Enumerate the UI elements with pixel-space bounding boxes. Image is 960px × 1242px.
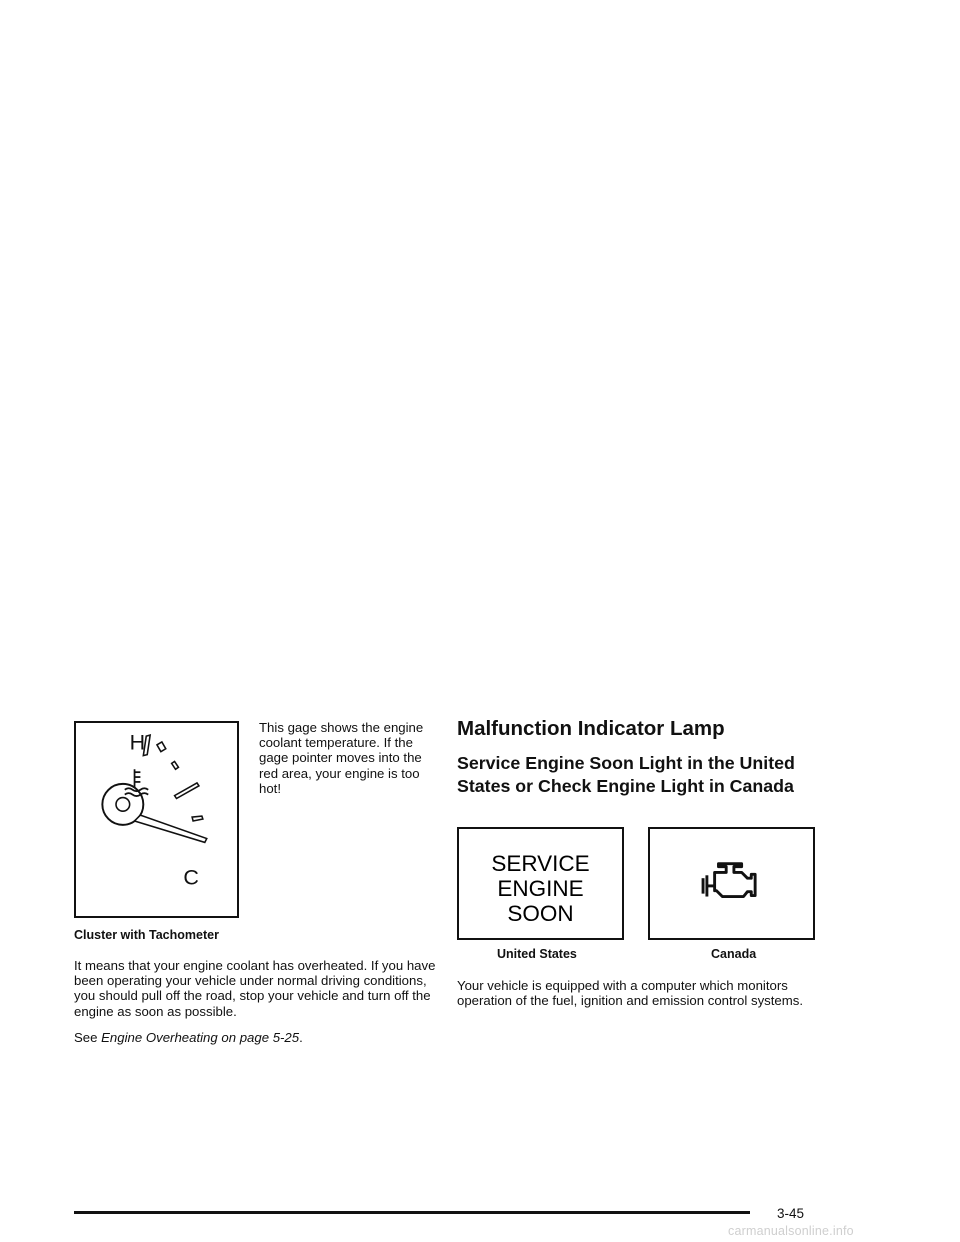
lamp-line: ENGINE bbox=[497, 876, 584, 901]
gauge-tick bbox=[172, 761, 179, 769]
coolant-gauge-illustration bbox=[74, 721, 239, 918]
watermark: carmanualsonline.info bbox=[728, 1224, 854, 1238]
us-lamp-caption: United States bbox=[497, 947, 577, 961]
gauge-pointer-needle bbox=[135, 815, 207, 842]
gauge-low-label: C bbox=[183, 865, 199, 890]
computer-paragraph: Your vehicle is equipped with a computer which monitors operation of the fuel, ignition and emission control systems. bbox=[457, 978, 803, 1009]
see-prefix: See bbox=[74, 1030, 102, 1045]
gauge-tick bbox=[192, 816, 203, 821]
gauge-caption: Cluster with Tachometer bbox=[74, 928, 219, 942]
engine-overheating-link[interactable]: Engine Overheating on page 5-25 bbox=[101, 1030, 300, 1045]
engine-outline-icon bbox=[650, 829, 813, 938]
service-engine-soon-lamp bbox=[457, 827, 624, 940]
gauge-high-label: H bbox=[129, 730, 146, 755]
gauge-description: This gage shows the engine coolant temperature. If the gage pointer moves into the red area, your engine is too hot! bbox=[259, 720, 424, 796]
lamp-line: SERVICE bbox=[491, 851, 590, 876]
check-engine-lamp bbox=[648, 827, 815, 940]
see-suffix: . bbox=[299, 1030, 303, 1045]
coolant-temperature-icon bbox=[125, 769, 148, 796]
service-engine-soon-text bbox=[459, 851, 622, 926]
lamp-line: SOON bbox=[507, 901, 574, 926]
see-reference bbox=[74, 1030, 303, 1045]
gauge-tick bbox=[175, 783, 199, 799]
subsection-heading: Service Engine Soon Light in the United States or Check Engine Light in Canada bbox=[457, 753, 795, 796]
canada-lamp-caption: Canada bbox=[711, 947, 757, 961]
gauge-tick-marks bbox=[143, 735, 203, 821]
gauge-tick bbox=[157, 742, 166, 752]
page-number: 3-45 bbox=[777, 1206, 805, 1221]
coolant-gauge-svg bbox=[76, 723, 237, 916]
overheat-paragraph: It means that your engine coolant has overheated. If you have been operating your vehicle under normal driving conditions, you should pull off the road, stop your vehicle and turn off the engine as soon as possible. bbox=[74, 958, 436, 1019]
footer-rule bbox=[74, 1211, 750, 1214]
section-heading: Malfunction Indicator Lamp bbox=[457, 717, 725, 740]
